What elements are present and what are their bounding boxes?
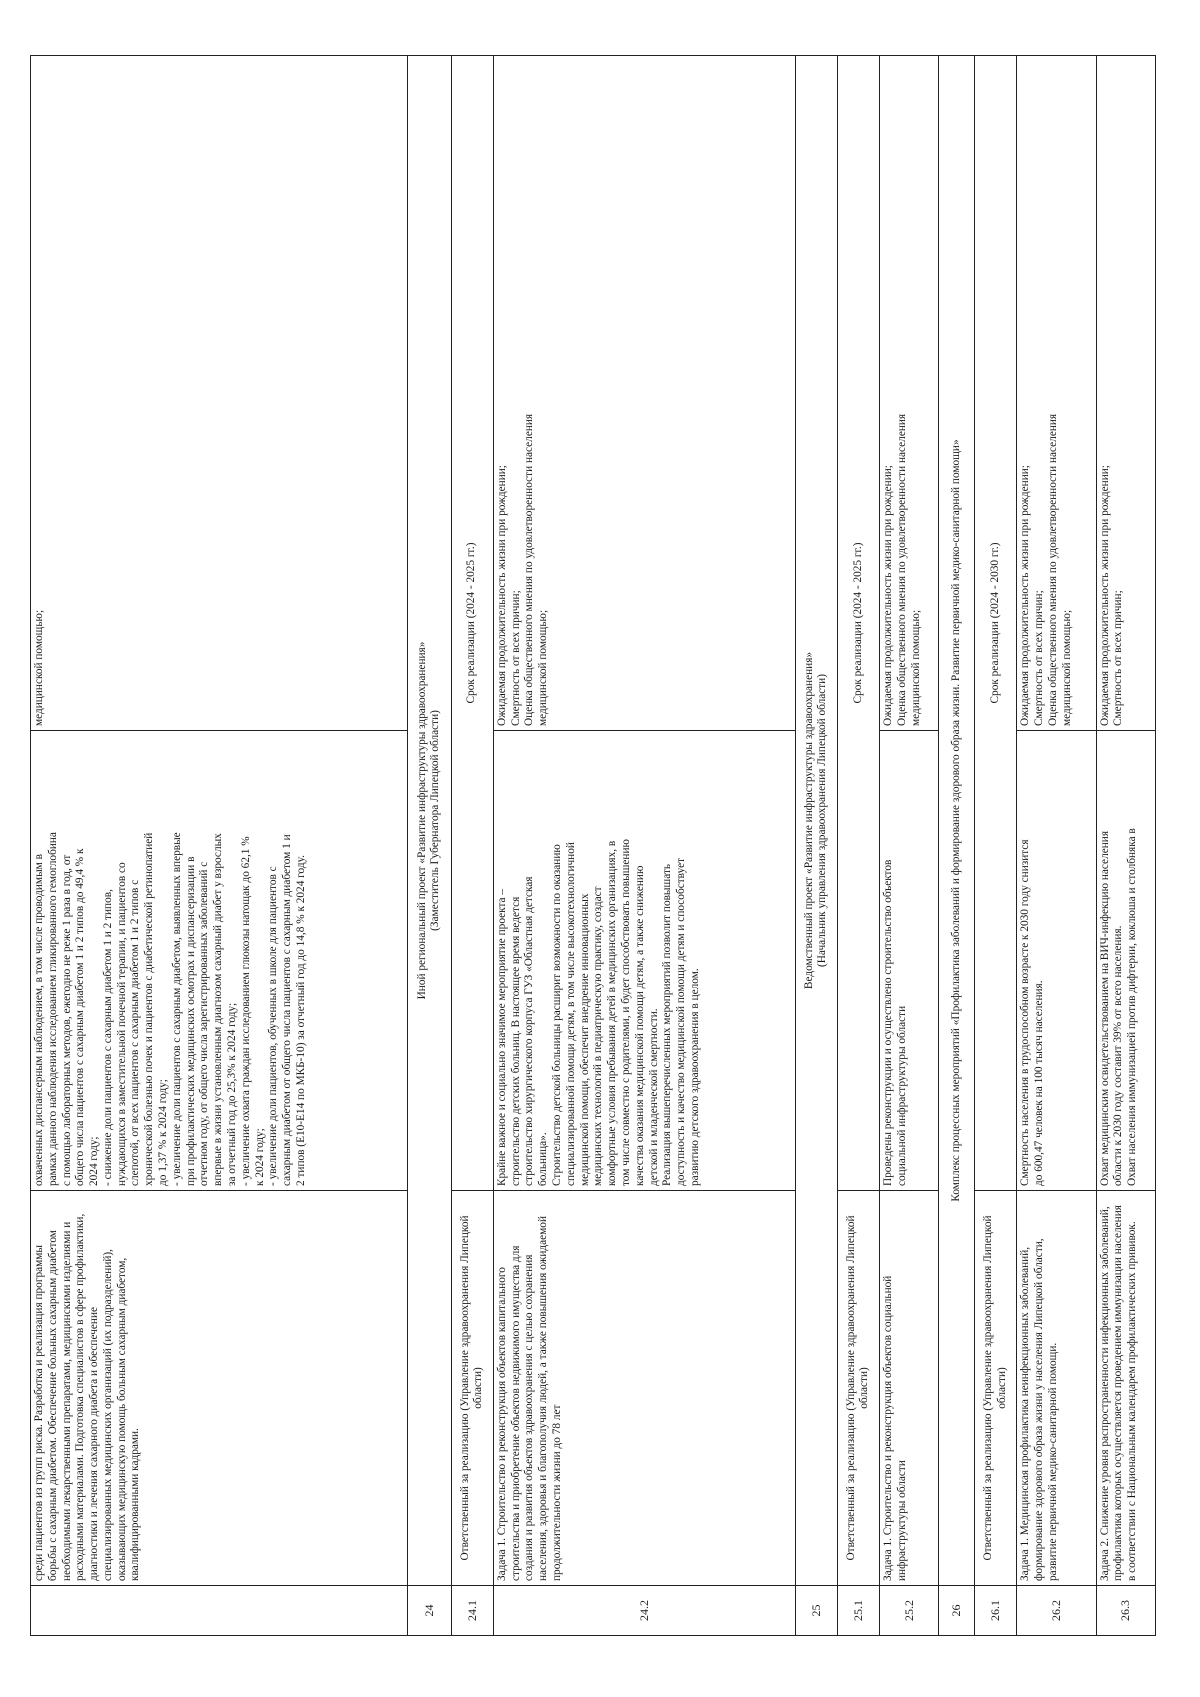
text-line: области): [858, 1367, 871, 1409]
text-line: Ответственный за реализацию (Управление здравоохранения Липецкой: [844, 1215, 857, 1561]
row-number: 26.3: [1096, 1586, 1155, 1636]
row-number: 25.1: [837, 1586, 879, 1636]
text-line: при профилактических медицинских осмотрах и диспансеризации в: [184, 856, 197, 1186]
task-cell: [880, 1191, 939, 1586]
text-line: формирование здорового образа жизни у населения Липецкой области,: [1033, 1238, 1046, 1581]
indicator-cell: [880, 56, 939, 731]
section-header: Комплекс процессных мероприятий «Профилактика заболеваний и формирование здорового образа жизни. Развитие первичной медико-санитарной помощи»: [939, 56, 975, 1586]
text-line: охваченных диспансерным наблюдением, в том числе проводимым в: [33, 854, 45, 1186]
text-line: продолжительности жизни до 78 лет: [551, 1404, 564, 1581]
text-line: с помощью лабораторных методов, ежегодно не реже 1 раза в год, от: [60, 854, 73, 1186]
table-row: [975, 56, 1017, 1636]
text-line: Охват населения иммунизацией против дифтерии, коклюша и столбняка в: [1126, 828, 1139, 1186]
text-line: 2024 году;: [88, 1136, 101, 1186]
result-cell: [493, 731, 795, 1191]
text-line: расходными материалами. Подготовка специалистов в сфере профилактики,: [74, 1213, 87, 1581]
text-line: - увеличение доли пациентов с сахарным диабетом, выявленных впервые: [170, 832, 183, 1186]
text-line: - увеличение охвата граждан исследованием глюкозы натощак до 62,1 %: [239, 836, 252, 1186]
text-line: нуждающихся в заместительной почечной терапии, и пациентов со: [115, 862, 128, 1186]
indicator-cell: [1096, 56, 1155, 731]
text-line: до 1,37 % к 2024 году;: [157, 1079, 170, 1186]
text-line: Крайне важное и социально значимое мероприятие проекта –: [495, 888, 508, 1186]
table-row: [795, 56, 837, 1636]
text-line: - увеличение доли пациентов, обученных в школе для пациентов с: [267, 866, 280, 1186]
section-subtitle: (Начальник управления здравоохранения Липецкой области): [816, 674, 829, 967]
result-cell: [1096, 731, 1155, 1191]
text-line: Задача 1. Медицинская профилактика неинфекционных заболеваний,: [1019, 1246, 1032, 1581]
text-line: медицинских технологий в педиатрическую практику, создаст: [592, 886, 605, 1186]
text-line: инфраструктуры области: [895, 1460, 908, 1581]
section-title: Иной региональный проект «Развитие инфраструктуры здравоохранения»: [415, 641, 428, 1000]
text-line: рамках данного наблюдения исследованием гликированного гемоглобина: [46, 832, 59, 1186]
text-line: Задача 1. Строительство и реконструкция объектов социальной: [882, 1275, 895, 1581]
row-number: 25: [795, 1586, 837, 1636]
text-line: Оценка общественного мнения по удовлетворенности населения: [895, 413, 908, 726]
text-line: сахарным диабетом от общего числа пациентов с сахарным диабетом 1 и: [281, 834, 294, 1186]
text-line: Смертность от всех причин;: [1112, 590, 1125, 726]
text-line: строительства и приобретение объектов недвижимого имущества для: [509, 1245, 522, 1581]
result-cell: [880, 731, 939, 1191]
table-row: [1017, 56, 1096, 1636]
text-line: - снижение доли пациентов с сахарным диабетом 1 и 2 типов,: [101, 889, 114, 1186]
indicator-cell: [493, 56, 795, 731]
text-line: хронической болезнью почек и пациентов с диабетической ретинопатией: [143, 832, 156, 1186]
term-cell: Срок реализации (2024 - 2025 гг.): [837, 56, 879, 1191]
text-line: Оценка общественного мнения по удовлетворенности населения: [1046, 413, 1059, 726]
text-line: к 2024 году;: [253, 1128, 266, 1186]
text-line: Ответственный за реализацию (Управление здравоохранения Липецкой: [458, 1215, 471, 1561]
text-line: Ответственный за реализацию (Управление здравоохранения Липецкой: [981, 1215, 994, 1561]
text-line: населения, здоровья и благополучия людей, а также повышения ожидаемой: [537, 1216, 550, 1581]
text-line: профилактика которых осуществляется проведением иммунизации населения: [1112, 1205, 1125, 1581]
text-line: впервые в жизни установленным диагнозом сахарный диабет у взрослых: [212, 833, 225, 1186]
text-line: общего числа пациентов с сахарным диабетом 1 и 2 типов до 49,4 % к: [74, 848, 87, 1186]
text-line: Оценка общественного мнения по удовлетворенности населения: [523, 413, 536, 726]
text-line: развитию детского здравоохранения в целом.: [688, 968, 701, 1186]
text-line: Смертность от всех причин;: [1033, 590, 1046, 726]
text-line: Задача 1. Строительство и реконструкция объектов капитального: [495, 1267, 508, 1581]
indicator-cell: [31, 56, 408, 731]
term-cell: Срок реализации (2024 - 2025 гг.): [451, 56, 493, 1191]
task-cell: [1017, 1191, 1096, 1586]
text-line: развитие первичной медико-санитарной помощи.: [1046, 1342, 1059, 1581]
responsible-cell: [837, 1191, 879, 1586]
text-line: Задача 2. Снижение уровня распространенности инфекционных заболеваний,: [1098, 1206, 1111, 1581]
section-title: Ведомственный проект «Развитие инфраструктуры здравоохранения»: [802, 651, 815, 990]
text-line: Смертность населения в трудоспособном возрасте к 2030 году снизится: [1019, 839, 1032, 1186]
table-row: [1096, 56, 1155, 1636]
text-line: Охват медицинским освидетельствованием на ВИЧ-инфекцию населения: [1098, 830, 1111, 1186]
text-line: создания и развития объектов здравоохранения с целью сохранения: [523, 1254, 536, 1581]
text-line: отчетном году, от общего числа зарегистрированных заболеваний с: [198, 861, 211, 1186]
text-line: области): [995, 1367, 1008, 1409]
table-row: [451, 56, 493, 1636]
text-line: Ожидаемая продолжительность жизни при рождении;: [495, 465, 508, 726]
text-line: Ожидаемая продолжительность жизни при рождении;: [1098, 465, 1111, 726]
section-header: [795, 56, 837, 1586]
table-row: [31, 56, 408, 1636]
row-number: 26.2: [1017, 1586, 1096, 1636]
table-row: [880, 56, 939, 1636]
text-line: диагностики и лечения сахарного диабета и обеспечение: [88, 1306, 101, 1581]
text-line: медицинской помощью;: [1060, 609, 1073, 726]
row-number: 26: [939, 1586, 975, 1636]
section-header: [408, 56, 451, 1586]
text-line: до 600,47 человек на 100 тысяч населения.: [1033, 980, 1046, 1186]
text-line: в соответствии с Национальным календарем профилактических прививок.: [1126, 1221, 1139, 1581]
text-line: 2 типов (Е10-Е14 по МКБ-10) за отчетный год до 14,8 % к 2024 году.: [294, 855, 307, 1186]
text-line: необходимыми лекарственными препаратами, медицинскими изделиями и: [60, 1221, 73, 1581]
row-number: [31, 1586, 408, 1636]
task-cell: [1096, 1191, 1155, 1586]
text-line: за отчетный год до 25,3% к 2024 году;: [225, 1002, 238, 1186]
row-number: 24.2: [493, 1586, 795, 1636]
text-line: социальной инфраструктуры области: [895, 1005, 908, 1186]
text-line: комфортные условия пребывания детей в медицинских организациях, в: [606, 840, 619, 1186]
row-number: 25.2: [880, 1586, 939, 1636]
rotated-page: [30, 56, 1156, 1636]
indicator-cell: [1017, 56, 1096, 731]
text-line: оказывающих медицинскую помощь больным сахарным диабетом,: [115, 1257, 128, 1581]
term-cell: Срок реализации (2024 - 2030 гг.): [975, 56, 1017, 1191]
text-line: слепотой, от всех пациентов с сахарным диабетом 1 и 2 типов с: [129, 879, 142, 1186]
text-line: Смертность от всех причин;: [509, 590, 522, 726]
text-line: строительство детских больниц. В настоящее время ведется: [509, 896, 522, 1186]
text-line: медицинской помощью;: [909, 609, 922, 726]
section-subtitle: (Заместитель Губернатора Липецкой области): [429, 710, 442, 931]
responsible-cell: [975, 1191, 1017, 1586]
text-line: квалифицированными кадрами.: [129, 1428, 142, 1581]
result-cell: [1017, 731, 1096, 1191]
text-line: области к 2030 году составит 39% от всего населения.: [1112, 925, 1125, 1186]
row-number: 26.1: [975, 1586, 1017, 1636]
text-line: медицинской помощи, обеспечит внедрение инновационных: [578, 893, 591, 1186]
text-line: доступность и качество медицинской помощи детям и способствует: [675, 857, 688, 1186]
row-number: 24.1: [451, 1586, 493, 1636]
text-line: среди пациентов из групп риска. Разработка и реализация программы: [33, 1244, 45, 1581]
task-cell: [493, 1191, 795, 1586]
result-cell: [31, 731, 408, 1191]
text-line: Ожидаемая продолжительность жизни при рождении;: [1019, 465, 1032, 726]
row-number: 24: [408, 1586, 451, 1636]
text-line: детской и младенческой смертности.: [647, 1008, 660, 1186]
responsible-cell: [451, 1191, 493, 1586]
text-line: медицинской помощью;: [33, 609, 45, 726]
text-line: области): [472, 1367, 485, 1409]
table-row: [493, 56, 795, 1636]
text-line: Ожидаемая продолжительность жизни при рождении;: [882, 465, 895, 726]
task-cell: [31, 1191, 408, 1586]
program-table: [30, 55, 1156, 1636]
text-line: Реализация вышеперечисленных мероприятий позволит повышать: [661, 863, 674, 1186]
text-line: медицинской помощью;: [537, 609, 550, 726]
text-line: борьбы с сахарным диабетом. Обеспечение больных сахарным диабетом: [46, 1230, 59, 1581]
table-row: [408, 56, 451, 1636]
text-line: том числе совместно с родителями, и будет способствовать повышению: [619, 839, 632, 1186]
text-line: качества оказания медицинской помощи детям, а также снижению: [633, 865, 646, 1186]
text-line: специализированных медицинских организаций (их подразделений),: [101, 1248, 114, 1581]
text-line: специализированной помощи детям, в том числе высокотехнологичной: [564, 842, 577, 1186]
text-line: больница».: [537, 1132, 550, 1186]
text-line: Проведены реконструкции и осуществлено строительство объектов: [882, 859, 895, 1186]
text-line: Строительство детской больницы расширит возможности по оказанию: [551, 844, 564, 1186]
table-row: [837, 56, 879, 1636]
table-row: [939, 56, 975, 1636]
text-line: строительство хирургического корпуса ГУЗ «Областная детская: [523, 876, 536, 1186]
